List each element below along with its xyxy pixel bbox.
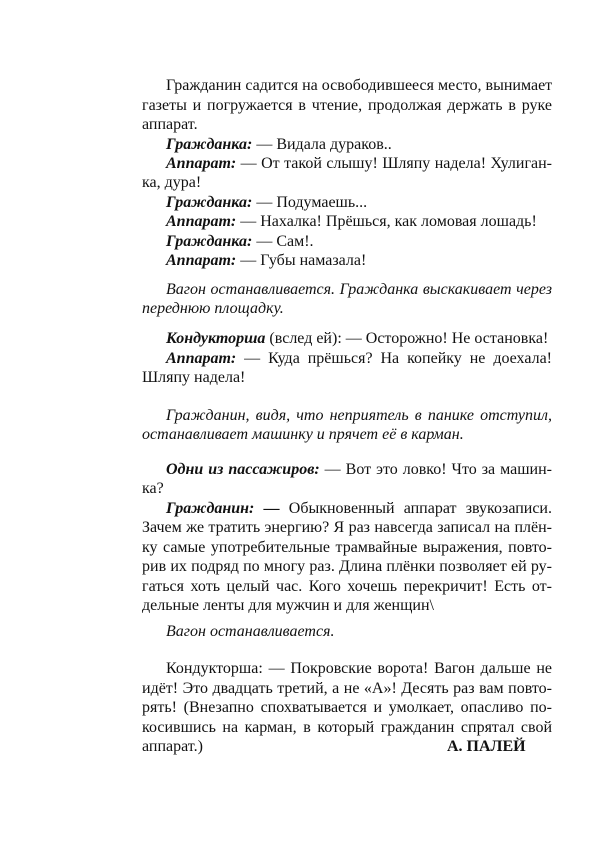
- speaker: Гражданка:: [166, 136, 253, 153]
- speaker: Аппарат:: [166, 252, 237, 269]
- line-text: — Губы намазала!: [236, 252, 367, 269]
- line-text: Гражданин, видя, что неприятель в панике отступил,: [166, 407, 552, 424]
- line-text: ка?: [142, 480, 164, 497]
- text-line: [142, 479, 552, 499]
- line-text: — Подумаешь...: [252, 194, 368, 211]
- line-text: останавливает машинку и прячет её в карман.: [142, 426, 464, 443]
- line-text: аппарат.): [142, 738, 203, 755]
- line-text: рив их подряд по многу раз. Длина плёнки позволяет ей ру-: [142, 558, 552, 575]
- line-text: Обыкновенный аппарат звукозаписи.: [279, 500, 552, 517]
- line-text: — Сам!.: [252, 233, 314, 250]
- dialogue-line: [142, 329, 552, 349]
- line-text: Шляпу надела!: [142, 369, 246, 386]
- stage-direction: [142, 406, 552, 426]
- stage-direction: [142, 280, 552, 300]
- line-text: (вслед ей): — Осторожно! Не остановка!: [265, 330, 549, 347]
- dialogue-line: [142, 193, 552, 213]
- speaker: Одни из пассажиров:: [166, 461, 320, 478]
- text-line: [142, 557, 552, 577]
- dialogue-line: [142, 154, 552, 174]
- stage-direction: [142, 425, 552, 445]
- line-text: — Куда прёшься? На копейку не доехала!: [236, 350, 552, 367]
- line-text: ка, дура!: [142, 174, 202, 191]
- text-line: [142, 596, 552, 616]
- line-text: — Видала дураков..: [252, 136, 392, 153]
- author-signature: А. ПАЛЕЙ: [447, 738, 526, 755]
- text-line: [142, 577, 552, 597]
- speaker: Гражданин: —: [166, 500, 280, 517]
- text-line: [142, 718, 552, 738]
- line-text: Зачем же тратить энергию? Я раз навсегда записал на плён-: [142, 519, 552, 536]
- line-text: переднюю площадку.: [142, 300, 284, 317]
- speaker: Аппарат:: [166, 213, 237, 230]
- speaker: Гражданка:: [166, 194, 253, 211]
- line-text: аппарат.: [142, 116, 198, 133]
- dialogue-line: [142, 251, 552, 271]
- line-text: — Вот это ловко! Что за машин-: [319, 461, 552, 478]
- speaker: Кондукторша: [166, 330, 266, 347]
- speaker: Аппарат:: [166, 155, 237, 172]
- text-line: [142, 538, 552, 558]
- speaker: Гражданка:: [166, 233, 253, 250]
- text-line: [142, 679, 552, 699]
- line-text: рять! (Внезапно спохватывается и умолкает, опасливо по-: [142, 699, 552, 716]
- line-text: идёт! Это двадцать третий, а не «А»! Десять раз вам повто-: [142, 680, 552, 697]
- speaker: Аппарат:: [166, 350, 237, 367]
- line-text: ку самые употребительные трамвайные выражения, повто-: [142, 539, 552, 556]
- stage-direction: [142, 622, 552, 642]
- text-line: [142, 76, 552, 96]
- text-line: [142, 173, 552, 193]
- text-line: [142, 96, 552, 116]
- line-text: газеты и погружается в чтение, продолжая держать в руке: [142, 97, 552, 114]
- dialogue-line: [142, 460, 552, 480]
- line-text: Кондукторша: — Покровские ворота! Вагон дальше не: [166, 660, 552, 677]
- line-text: косившись на карман, в который гражданин спрятал свой: [142, 719, 552, 736]
- line-text: гаться хоть целый час. Кого хочешь перекричит! Есть от-: [142, 578, 552, 595]
- text-line: [142, 518, 552, 538]
- dialogue-line: [142, 349, 552, 369]
- line-text: — Нахалка! Прёшься, как ломовая лошадь!: [236, 213, 537, 230]
- dialogue-line: [142, 499, 552, 519]
- stage-direction: [142, 299, 552, 319]
- dialogue-line: [142, 212, 552, 232]
- line-text: Гражданин садится на освободившееся место, вынимает: [166, 77, 553, 94]
- dialogue-line: [142, 135, 552, 155]
- text-line: [142, 698, 552, 718]
- dialogue-line: [142, 232, 552, 252]
- line-text: — От такой слышу! Шляпу надела! Хулиган-: [236, 155, 552, 172]
- line-text: Вагон останавливается. Гражданка выскакивает через: [166, 281, 552, 298]
- line-text: Вагон останавливается.: [166, 623, 335, 640]
- line-text: дельные ленты для мужчин и для женщин\: [142, 597, 434, 614]
- text-line: [142, 659, 552, 679]
- text-line: [142, 368, 552, 388]
- text-line: [142, 115, 552, 135]
